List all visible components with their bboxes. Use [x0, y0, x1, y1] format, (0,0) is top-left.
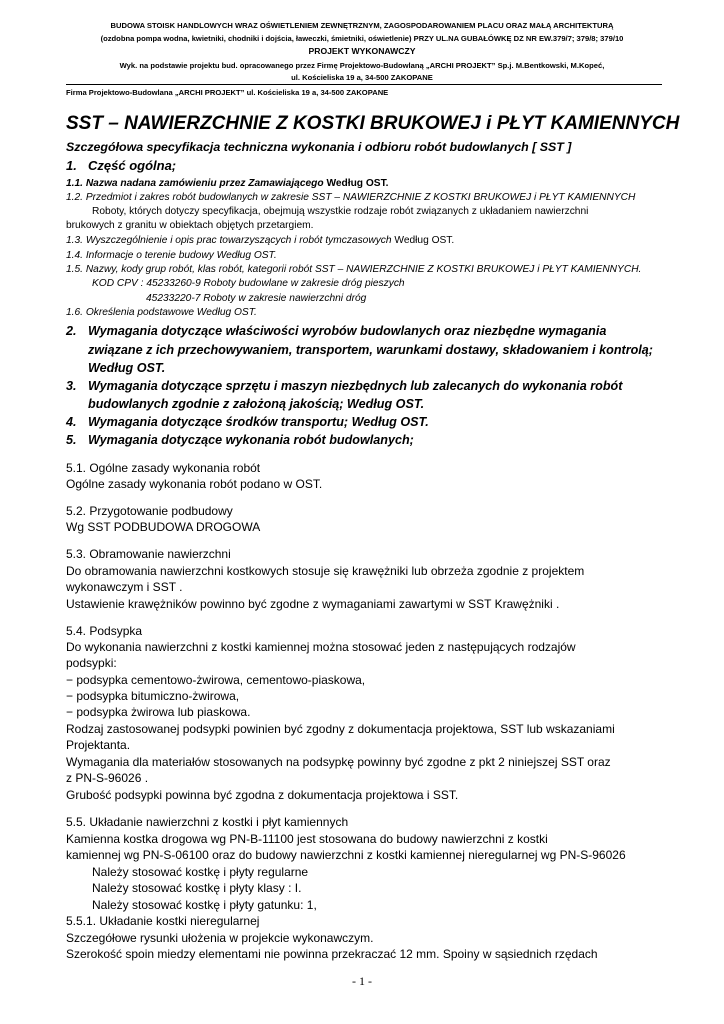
item-1-5-cpv-1: KOD CPV : 45233260-9 Roboty budowlane w zakresie dróg pieszych	[92, 278, 405, 289]
section-number: 3.	[66, 379, 77, 393]
paragraph-5-3-line-c: Ustawienie krawężników powinno być zgodne z wymaganiami zawartymi w SST Krawężniki .	[66, 597, 560, 611]
item-1-2-line-b: Roboty, których dotyczy specyfikacja, obejmują wszystkie rodzaje robót związanych z układaniem nawierzchni	[92, 206, 589, 217]
paragraph-5-4-line-b: podsypki:	[66, 656, 117, 670]
paragraph-5-4-line-a: Do wykonania nawierzchni z kostki kamiennej można stosować jeden z następujących rodzajów	[66, 640, 576, 654]
item-1-2-line-c: brukowych z granitu w obiektach objętych przetargiem.	[66, 220, 314, 231]
item-1-3-text: 1.3. Wyszczególnienie i opis prac towarzyszących i robót tymczasowych	[66, 235, 395, 246]
paragraph-5-5-1-line-b: Szerokość spoin miedzy elementami nie powinna przekraczać 12 mm. Spoiny w sąsiednich rzędach	[66, 947, 598, 961]
section-4-heading	[66, 415, 429, 429]
item-1-1-value: Według OST.	[326, 178, 389, 189]
section-title: Wymagania dotyczące sprzętu i maszyn niezbędnych lub zalecanych do wykonania robót	[88, 379, 623, 393]
paragraph-5-5-line-a: Kamienna kostka drogowa wg PN-B-11100 jest stosowana do budowy nawierzchni z kostki	[66, 832, 548, 846]
section-number: 5.	[66, 433, 77, 447]
paragraph-5-4-line-g: Projektanta.	[66, 738, 131, 752]
item-1-5-cpv-2: 45233220-7 Roboty w zakresie nawierzchni dróg	[146, 293, 367, 304]
list-item: − podsypka cementowo-żwirowa, cementowo-piaskowa,	[66, 673, 366, 687]
section-title: Część ogólna;	[88, 158, 177, 173]
list-item: − podsypka żwirowa lub piaskowa.	[66, 705, 251, 719]
section-title: Wymagania dotyczące właściwości wyrobów budowlanych oraz niezbędne wymagania	[88, 324, 607, 338]
paragraph-5-2-text: Wg SST PODBUDOWA DROGOWA	[66, 520, 261, 534]
paragraph-5-1-heading: 5.1. Ogólne zasady wykonania robót	[66, 461, 261, 475]
paragraph-5-2-heading: 5.2. Przygotowanie podbudowy	[66, 504, 233, 518]
paragraph-5-5-line-e: Należy stosować kostkę i płyty gatunku: 1,	[92, 898, 317, 912]
firm-line: Firma Projektowo-Budowlana „ARCHI PROJEKT” ul. Kościeliska 19 a, 34-500 ZAKOPANE	[66, 84, 662, 98]
section-number: 2.	[66, 324, 77, 338]
section-2-heading-b: związane z ich przechowywaniem, transportem, warunkami dostawy, składowaniem i kontrolą;	[88, 343, 654, 357]
item-1-1-text: 1.1. Nazwa nadana zamówieniu przez Zamawiającego	[66, 178, 327, 189]
paragraph-5-5-line-d: Należy stosować kostkę i płyty klasy : I.	[92, 881, 302, 895]
section-title: Wymagania dotyczące środków transportu; Według OST.	[88, 415, 429, 429]
section-number: 4.	[66, 415, 77, 429]
section-number: 1.	[66, 158, 77, 173]
document-subtitle: Szczegółowa specyfikacja techniczna wykonania i odbioru robót budowlanych [ SST ]	[66, 140, 572, 154]
item-1-6: 1.6. Określenia podstawowe Według OST.	[66, 307, 257, 318]
item-1-5-line-a: 1.5. Nazwy, kody grup robót, klas robót, kategorii robót SST – NAWIERZCHNIE Z KOSTKI BRUKOWEJ i PŁYT KAMIENNYCH.	[66, 264, 642, 275]
section-title: Wymagania dotyczące wykonania robót budowlanych;	[88, 433, 414, 447]
item-1-3-value: Według OST.	[394, 235, 455, 246]
paragraph-5-4-line-f: Rodzaj zastosowanej podsypki powinien być zgodny z dokumentacja projektowa, SST lub wskazaniami	[66, 722, 615, 736]
section-2-heading-a	[66, 324, 606, 338]
section-1-heading	[66, 158, 176, 173]
section-3-heading-b: budowlanych zgodnie z założoną jakością; Według OST.	[88, 397, 425, 411]
item-1-1	[66, 178, 389, 189]
document-title: SST – NAWIERZCHNIE Z KOSTKI BRUKOWEJ i PŁYT KAMIENNYCH	[66, 113, 680, 134]
header-project-scope: (ozdobna pompa wodna, kwietniki, chodniki i dojścia, ławeczki, śmietniki, oświetlenie) PRZY UL.NA GUBAŁÓWKĘ DZ NR EW.379/7; 379/8; 379/10	[100, 34, 624, 43]
paragraph-5-1-text: Ogólne zasady wykonania robót podano w OST.	[66, 477, 323, 491]
item-1-4: 1.4. Informacje o terenie budowy Według OST.	[66, 250, 277, 261]
paragraph-5-5-1-line-a: Szczegółowe rysunki ułożenia w projekcie wykonawczym.	[66, 931, 374, 945]
paragraph-5-5-line-c: Należy stosować kostkę i płyty regularne	[92, 865, 309, 879]
paragraph-5-3-heading: 5.3. Obramowanie nawierzchni	[66, 547, 231, 561]
list-item: − podsypka bitumiczno-żwirowa,	[66, 689, 240, 703]
item-1-3	[66, 235, 454, 246]
section-5-heading	[66, 433, 414, 447]
header-author-note: Wyk. na podstawie projektu bud. opracowanego przez Firmę Projektowo-Budowlaną „ARCHI PROJEKT” Sp.j. M.Bentkowski, M.Kopeć,	[119, 61, 605, 70]
paragraph-5-5-heading: 5.5. Układanie nawierzchni z kostki i płyt kamiennych	[66, 815, 349, 829]
section-2-heading-c: Według OST.	[88, 361, 166, 375]
header-project-title: BUDOWA STOISK HANDLOWYCH WRAZ OŚWIETLENIEM ZEWNĘTRZNYM, ZAGOSPODAROWANIEM PLACU ORAZ MAŁĄ ARCHITEKTURĄ	[110, 21, 614, 30]
paragraph-5-3-line-b: wykonawczym i SST .	[66, 580, 183, 594]
paragraph-5-5-line-b: kamiennej wg PN-S-06100 oraz do budowy nawierzchni z kostki kamiennej nieregularnej wg PN-S-96026	[66, 848, 626, 862]
paragraph-5-4-line-h: Wymagania dla materiałów stosowanych na podsypkę powinny być zgodne z pkt 2 niniejszej SST oraz	[66, 755, 611, 769]
paragraph-5-3-line-a: Do obramowania nawierzchni kostkowych stosuje się krawężniki lub obrzeża zgodnie z projektem	[66, 564, 585, 578]
paragraph-5-4-line-j: Grubość podsypki powinna być zgodna z dokumentacja projektowa i SST.	[66, 788, 459, 802]
section-3-heading-a	[66, 379, 622, 393]
header-author-address: ul. Kościeliska 19 a, 34-500 ZAKOPANE	[291, 73, 433, 82]
item-1-2-line-a: 1.2. Przedmiot i zakres robót budowlanych w zakresie SST – NAWIERZCHNIE Z KOSTKI BRUKOWEJ i PŁYT KAMIENNYCH	[66, 192, 636, 203]
header-project-type: PROJEKT WYKONAWCZY	[308, 46, 416, 56]
page-number: - 1 -	[352, 974, 372, 988]
paragraph-5-4-heading: 5.4. Podsypka	[66, 624, 143, 638]
paragraph-5-5-1-heading: 5.5.1. Układanie kostki nieregularnej	[66, 914, 260, 928]
paragraph-5-4-line-i: z PN-S-96026 .	[66, 771, 149, 785]
